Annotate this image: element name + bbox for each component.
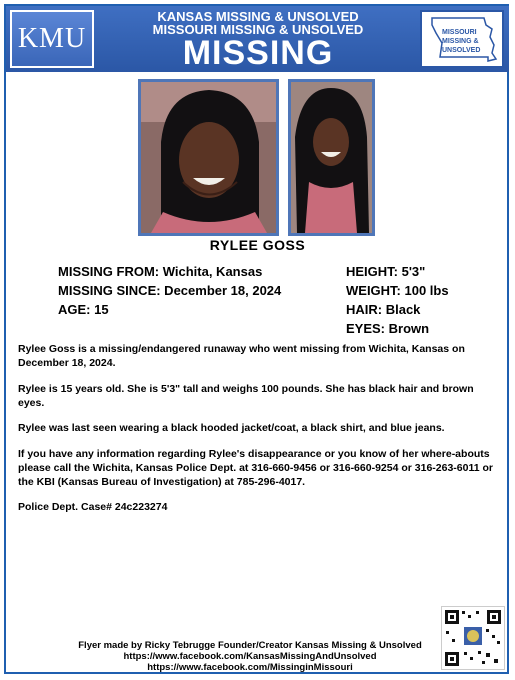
footer-link-missouri[interactable]: https://www.facebook.com/MissinginMissouri [147, 662, 353, 673]
header-missing-title: MISSING [182, 34, 334, 72]
eyes: EYES: Brown [346, 321, 430, 336]
footer-credit-line: Flyer made by Ricky Tebrugge Founder/Creator Kansas Missing & Unsolved [78, 640, 422, 651]
footer-link-kansas[interactable]: https://www.facebook.com/KansasMissingAndUnsolved [123, 651, 377, 662]
header-titles [98, 8, 418, 70]
photo-right [288, 79, 375, 236]
footer-credits [60, 640, 440, 673]
missing-since: MISSING SINCE: December 18, 2024 [58, 283, 282, 298]
photo-left [138, 79, 279, 236]
missouri-logo-text: MISSOURI MISSING & UNSOLVED [442, 29, 481, 54]
kmu-logo [10, 10, 94, 68]
missouri-logo [420, 10, 504, 68]
info-left-column [58, 262, 281, 319]
paragraph-case-number: Police Dept. Case# 24c223274 [18, 501, 168, 513]
kmu-logo-text: KMU [17, 23, 87, 54]
header-line-kansas: KANSAS MISSING & UNSOLVED [157, 9, 359, 24]
header-line-missouri: MISSOURI MISSING & UNSOLVED [152, 22, 364, 37]
weight: WEIGHT: 100 lbs [346, 283, 449, 298]
person-name: RYLEE GOSS [209, 237, 306, 253]
age: AGE: 15 [58, 302, 109, 317]
paragraph-contact: If you have any information regarding Rylee's disappearance or you know of her where-abouts please call the Wichita, Kansas Police Dept. at 316-660-9456 or 316-660-9254 or 316-263-6011 or the KBI (Kansas Bureau of Investigation) at 785-296-4017. [18, 448, 493, 488]
hair: HAIR: Black [346, 302, 421, 317]
missing-from: MISSING FROM: Wichita, Kansas [58, 264, 263, 279]
paragraph-summary: Rylee Goss is a missing/endangered runaway who went missing from Wichita, Kansas on December 18, 2024. [18, 343, 465, 369]
qr-code [441, 606, 505, 670]
height: HEIGHT: 5'3" [346, 264, 426, 279]
info-right-column [346, 262, 449, 338]
paragraph-description: Rylee is 15 years old. She is 5'3" tall and weighs 100 pounds. She has black hair and brown eyes. [18, 383, 474, 409]
qr-code-icon [442, 607, 504, 669]
paragraph-clothing: Rylee was last seen wearing a black hooded jacket/coat, a black shirt, and blue jeans. [18, 422, 445, 434]
